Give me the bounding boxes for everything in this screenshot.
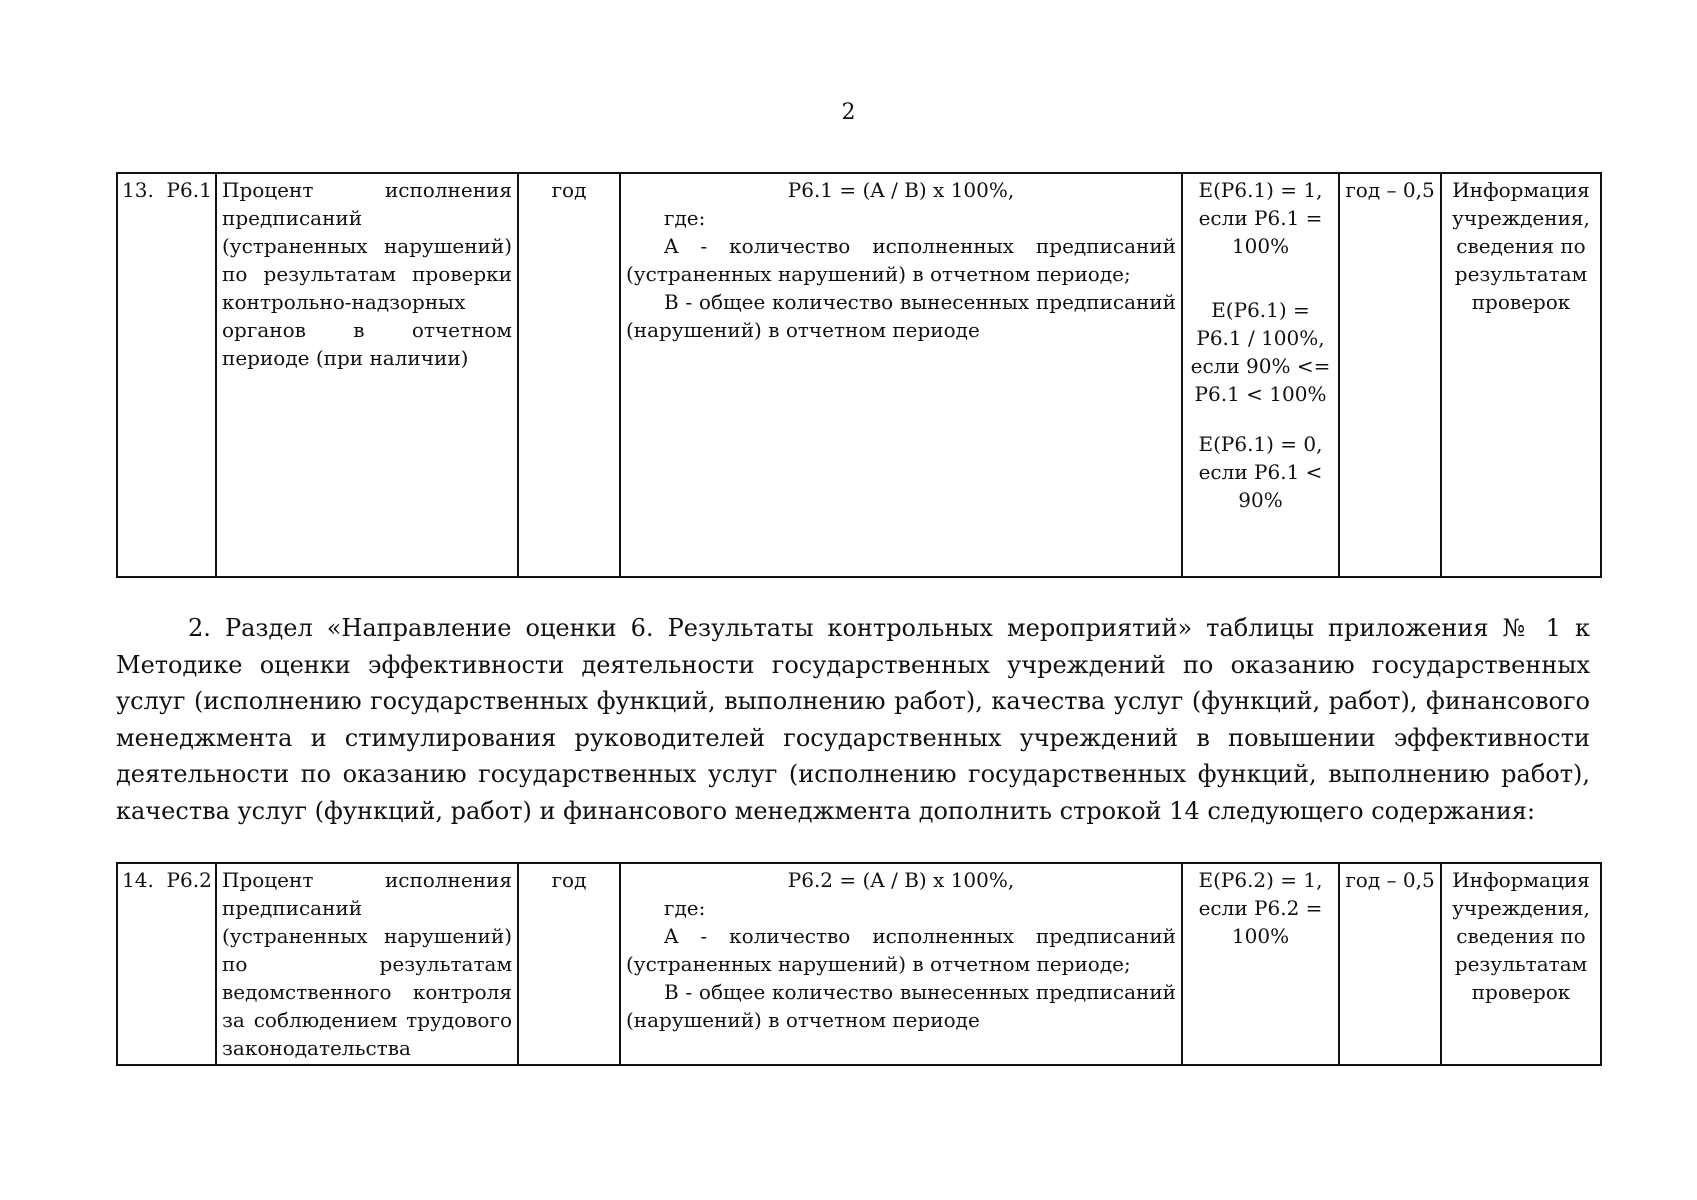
formula-a-line1: A - количество исполненных предписаний <box>664 234 1176 258</box>
row-number: 13. <box>122 178 154 202</box>
indicator-source: Информация учреждения, сведения по результатам проверок <box>1441 863 1601 1065</box>
value-rule-1: E(P6.2) = 1, если P6.2 = 100% <box>1198 868 1323 948</box>
formula-a-line2: (устраненных нарушений) в отчетном периоде; <box>626 262 1131 286</box>
indicator-source: Информация учреждения, сведения по результатам проверок <box>1441 173 1601 577</box>
indicator-formula <box>620 863 1182 1065</box>
indicator-value-rules <box>1182 173 1339 577</box>
row-number-cell <box>117 863 216 1065</box>
indicator-period: год <box>518 863 620 1065</box>
row-number: 14. <box>122 868 154 892</box>
formula-main: P6.2 = (A / B) x 100%, <box>787 868 1015 892</box>
indicator-formula <box>620 173 1182 577</box>
formula-b-line1: B - общее количество вынесенных предписаний <box>664 980 1176 1004</box>
formula-b-line1: B - общее количество вынесенных предписаний <box>664 290 1176 314</box>
table-row <box>117 173 1601 577</box>
page-number: 2 <box>841 100 856 125</box>
formula-b-line2: (нарушений) в отчетном периоде <box>626 318 980 342</box>
value-rule-2: E(P6.1) = P6.1 / 100%, если 90% <= P6.1 < 100% <box>1190 298 1331 406</box>
formula-a-line2: (устраненных нарушений) в отчетном периоде; <box>626 952 1131 976</box>
indicator-code: P6.1 <box>166 178 212 202</box>
indicator-weight: год – 0,5 <box>1339 863 1441 1065</box>
formula-a-line1: A - количество исполненных предписаний <box>664 924 1176 948</box>
indicator-weight: год – 0,5 <box>1339 173 1441 577</box>
indicator-table-row-14 <box>116 862 1602 1066</box>
indicator-code: P6.2 <box>166 868 212 892</box>
formula-main: P6.1 = (A / B) x 100%, <box>787 178 1015 202</box>
formula-b-line2: (нарушений) в отчетном периоде <box>626 1008 980 1032</box>
value-rule-3: E(P6.1) = 0, если P6.1 < 90% <box>1198 432 1323 512</box>
row-number-cell <box>117 173 216 577</box>
amendment-paragraph: 2. Раздел «Направление оценки 6. Результаты контрольных мероприятий» таблицы приложения № 1 к Методике оценки эффективности деятельности государственных учреждений по оказанию государственных услуг (исполнению государственных функций, выполнению работ), качества услуг (функций, работ), финансового менеджмента и стимулирования руководителей государственных учреждений в повышении эффективности деятельности по оказанию государственных услуг (исполнению государственных функций, выполнению работ), качества услуг (функций, работ) и финансового менеджмента дополнить строкой 14 следующего содержания: <box>116 614 1590 825</box>
formula-where: где: <box>664 206 706 230</box>
indicator-value-rules <box>1182 863 1339 1065</box>
indicator-name: Процент исполнения предписаний (устраненных нарушений) по результатам проверки контрольно-надзорных органов в отчетном периоде (при наличии) <box>216 173 518 577</box>
indicator-period: год <box>518 173 620 577</box>
value-rule-1: E(P6.1) = 1, если P6.1 = 100% <box>1198 178 1323 258</box>
formula-where: где: <box>664 896 706 920</box>
indicator-table-row-13 <box>116 172 1602 578</box>
indicator-name: Процент исполнения предписаний (устраненных нарушений) по результатам ведомственного контроля за соблюдением трудового законодательства <box>216 863 518 1065</box>
table-row <box>117 863 1601 1065</box>
